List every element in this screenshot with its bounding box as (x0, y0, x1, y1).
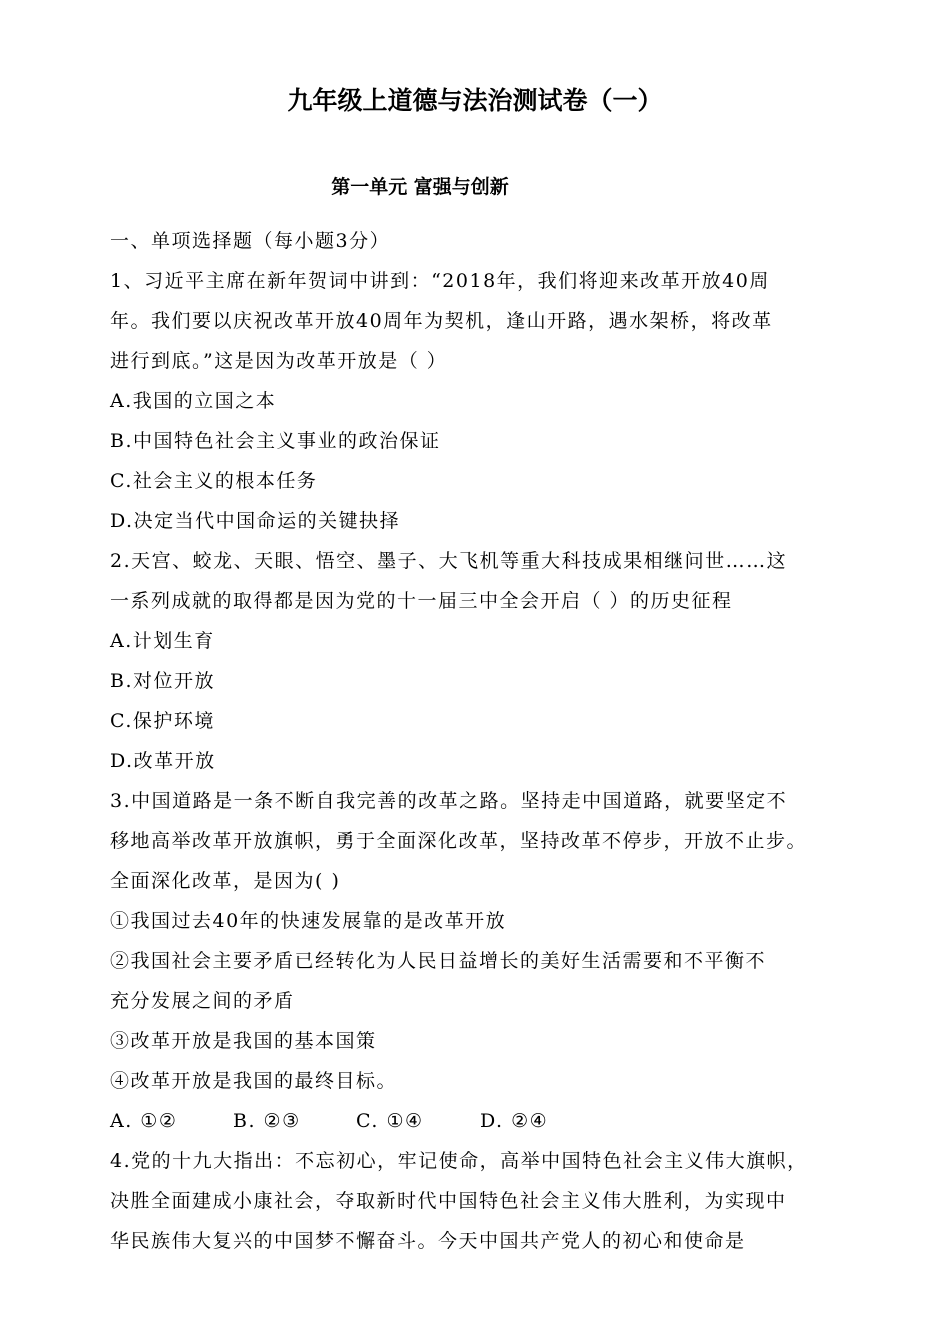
unit-heading: 第一单元 富强与创新 (331, 176, 509, 198)
question-3 (110, 781, 870, 1141)
question-stem-line: 2.天宫、蛟龙、天眼、悟空、墨子、大飞机等重大科技成果相继问世……这 (110, 550, 788, 572)
choice-c: C. ①④ (356, 1110, 424, 1132)
option-c: C.社会主义的根本任务 (110, 470, 318, 492)
question-stem-line: 年。我们要以庆祝改革开放40周年为契机，逢山开路，遇水架桥，将改革 (110, 310, 773, 332)
option-d: D.决定当代中国命运的关键抉择 (110, 510, 401, 532)
question-stem-line: 决胜全面建成小康社会，夺取新时代中国特色社会主义伟大胜利，为实现中 (110, 1190, 787, 1212)
question-stem-line: 1、习近平主席在新年贺词中讲到：“2018年，我们将迎来改革开放40周 (110, 270, 770, 292)
choice-a: A. ①② (110, 1110, 178, 1132)
question-stem-line: 3.中国道路是一条不断自我完善的改革之路。坚持走中国道路，就要坚定不 (110, 790, 788, 812)
option-b: B.中国特色社会主义事业的政治保证 (110, 430, 441, 452)
option-a: A.计划生育 (110, 630, 215, 652)
option-c: C.保护环境 (110, 710, 215, 732)
answer-choices (110, 1101, 870, 1141)
question-stem-line: 4.党的十九大指出：不忘初心，牢记使命，高举中国特色社会主义伟大旗帜， (110, 1150, 808, 1172)
exam-title: 九年级上道德与法治测试卷（一） (287, 86, 663, 115)
question-stem-line: 全面深化改革，是因为( ) (110, 870, 341, 892)
statement-4: ④改革开放是我国的最终目标。 (110, 1070, 398, 1092)
question-stem-line: 移地高举改革开放旗帜，勇于全面深化改革，坚持改革不停步，开放不止步。 (110, 830, 808, 852)
question-1 (110, 261, 870, 541)
statement-2: ②我国社会主要矛盾已经转化为人民日益增长的美好生活需要和不平衡不 (110, 950, 767, 972)
statement-3: ③改革开放是我国的基本国策 (110, 1030, 377, 1052)
exam-body (110, 221, 870, 1261)
choice-d: D. ②④ (480, 1110, 549, 1132)
question-stem-line: 进行到底。”这是因为改革开放是（ ） (110, 350, 448, 372)
question-stem-line: 一系列成就的取得都是因为党的十一届三中全会开启（ ）的历史征程 (110, 590, 733, 612)
option-a: A.我国的立国之本 (110, 390, 277, 412)
option-d: D.改革开放 (110, 750, 216, 772)
choice-b: B. ②③ (233, 1110, 301, 1132)
option-b: B.对位开放 (110, 670, 216, 692)
question-stem-line: 华民族伟大复兴的中国梦不懈奋斗。今天中国共产党人的初心和使命是 (110, 1230, 746, 1252)
statement-1: ①我国过去40年的快速发展靠的是改革开放 (110, 910, 507, 932)
question-4 (110, 1141, 870, 1261)
section-heading: 一、单项选择题（每小题3分） (110, 230, 391, 252)
question-2 (110, 541, 870, 781)
statement-2-continued: 充分发展之间的矛盾 (110, 990, 295, 1012)
